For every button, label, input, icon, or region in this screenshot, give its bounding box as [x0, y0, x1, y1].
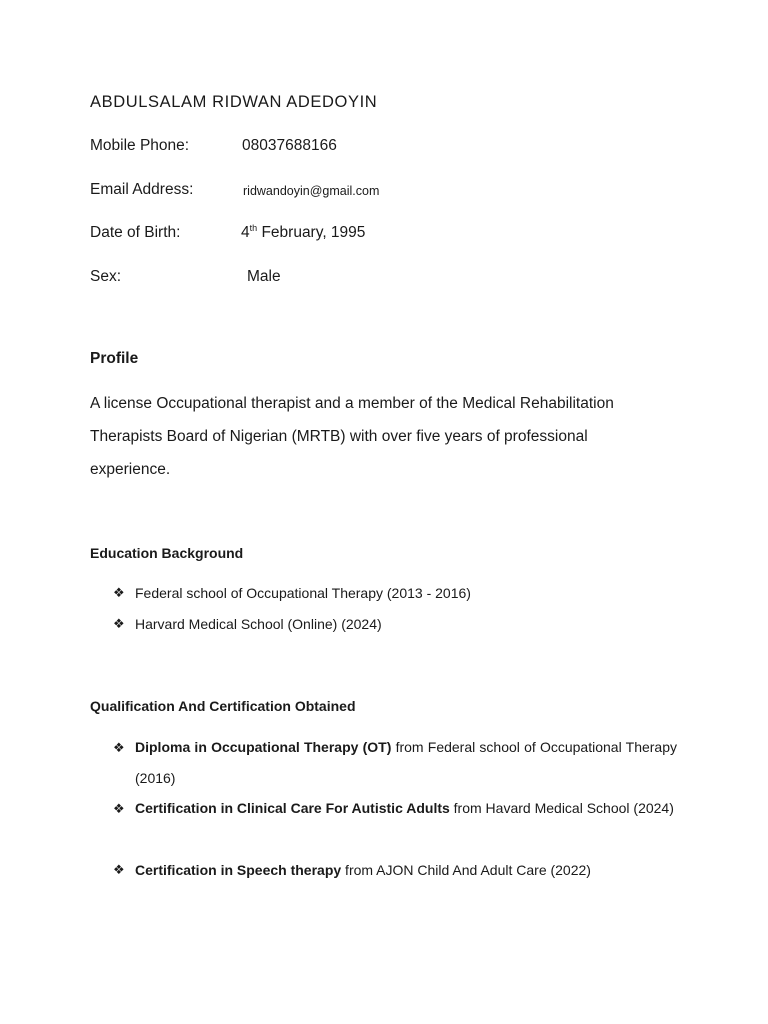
sex-label: Sex: — [90, 268, 122, 285]
profile-heading: Profile — [90, 350, 139, 367]
qualification-title: Certification in Speech therapy — [135, 862, 342, 878]
profile-text: A license Occupational therapist and a member of the Medical Rehabilitation Therapists Board of Nigerian (MRTB) with over five years of professional experience. — [90, 395, 614, 478]
dob-month-year: February, 1995 — [257, 224, 366, 241]
education-item: Harvard Medical School (Online) (2024) — [135, 616, 382, 632]
dob-day: 4 — [241, 224, 250, 241]
bullet-icon: ❖ — [113, 616, 125, 631]
bullet-icon: ❖ — [113, 740, 125, 755]
qualification-detail: from Federal school of Occupational Therapy (2016) — [135, 739, 677, 786]
qualification-item — [135, 862, 591, 878]
phone-value: 08037688166 — [242, 137, 337, 154]
bullet-icon: ❖ — [113, 585, 125, 600]
education-item: Federal school of Occupational Therapy (2013 - 2016) — [135, 585, 471, 601]
qualification-detail: from AJON Child And Adult Care (2022) — [341, 862, 591, 878]
dob-label: Date of Birth: — [90, 224, 181, 241]
education-heading: Education Background — [90, 545, 244, 561]
qualification-item — [135, 793, 677, 824]
sex-value: Male — [247, 268, 281, 285]
email-value: ridwandoyin@gmail.com — [243, 184, 380, 198]
email-label: Email Address: — [90, 181, 194, 198]
qualifications-heading: Qualification And Certification Obtained — [90, 698, 356, 714]
qualification-item — [135, 732, 677, 793]
applicant-name: ABDULSALAM RIDWAN ADEDOYIN — [90, 93, 378, 111]
bullet-icon: ❖ — [113, 862, 125, 877]
phone-label: Mobile Phone: — [90, 137, 190, 154]
dob-suffix: th — [249, 222, 258, 233]
qualification-detail: from Havard Medical School (2024) — [449, 800, 674, 816]
qualification-title: Diploma in Occupational Therapy (OT) — [135, 739, 392, 755]
bullet-icon: ❖ — [113, 801, 125, 816]
dob-value — [241, 224, 365, 242]
qualification-title: Certification in Clinical Care For Autistic Adults — [135, 800, 450, 816]
